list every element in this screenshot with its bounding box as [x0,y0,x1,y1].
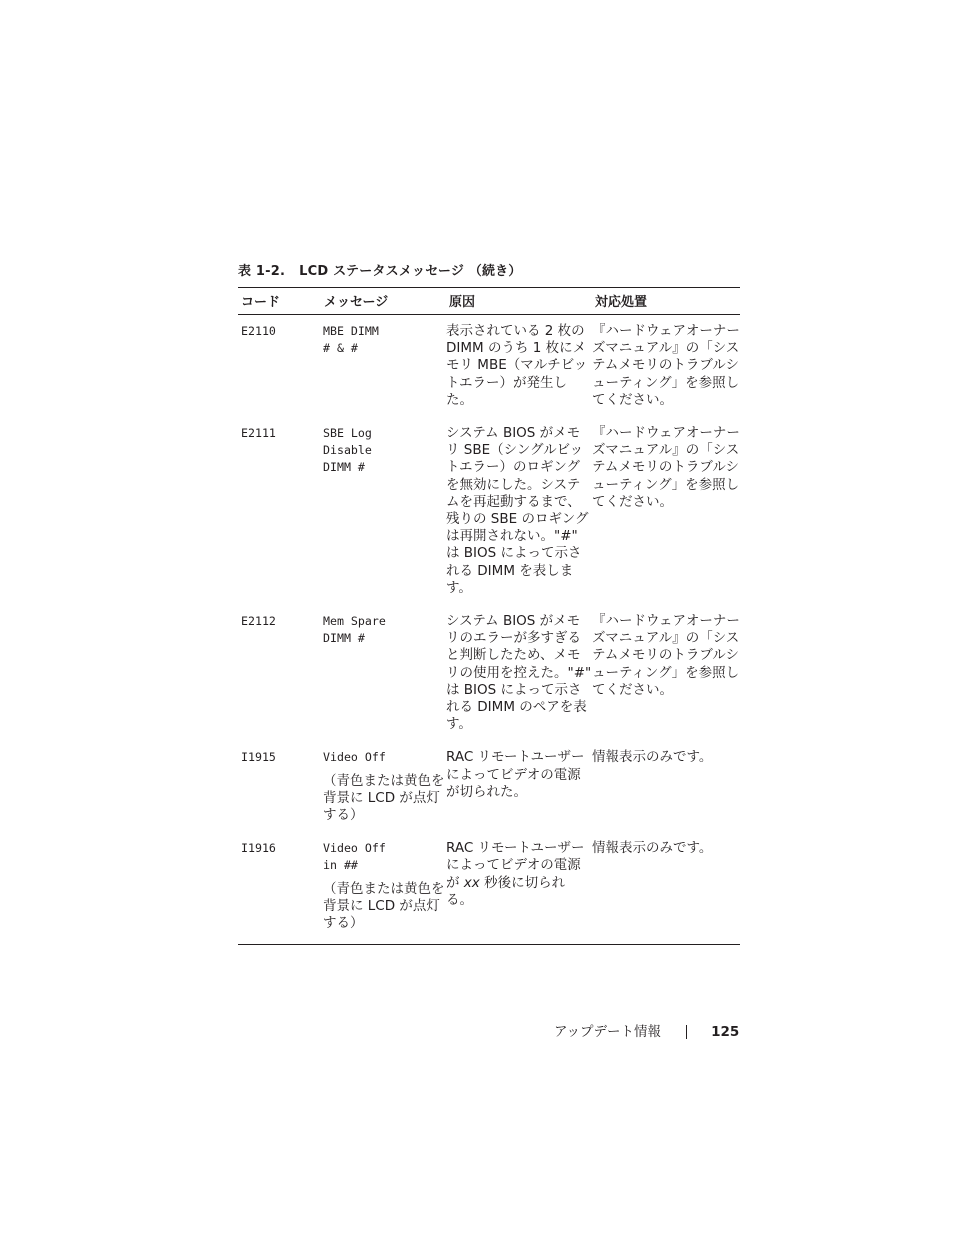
cause-cell: RAC リモートユーザーによってビデオの電源が切られた。 [446,749,585,800]
table-caption [238,260,522,279]
message-cell: MBE DIMM # & # [323,324,379,356]
code-cell: I1915 [241,750,276,765]
action-cell: 『ハードウェアオーナーズマニュアル』の「システムメモリのトラブルシューティング」を参照してください。 [592,613,740,698]
table-row [238,315,740,418]
code-cell: E2110 [241,324,276,338]
footer-divider [686,1025,687,1039]
message-cell: Video Off in ## [323,841,386,873]
section-title: アップデート情報 [554,1024,662,1040]
header-cause: 原因 [446,288,592,315]
header-action: 対応処置 [592,288,740,315]
code-cell: I1916 [241,841,276,856]
action-cell: 『ハードウェアオーナーズマニュアル』の「システムメモリのトラブルシューティング」を参照してください。 [592,425,740,510]
cause-text: 秒後に切られる。 [446,874,566,908]
action-cell: 情報表示のみです。 [592,840,713,857]
cause-cell: 表示されている 2 枚の DIMM のうち 1 枚にメモリ MBE（マルチビットエラー）が発生した。 [446,323,588,408]
message-cell: Mem Spare DIMM # [323,614,386,646]
message-cell: SBE Log Disable DIMM # [323,426,372,475]
table-row [238,741,740,832]
code-cell: E2111 [241,426,276,441]
table-row [238,605,740,741]
cause-text: RAC リモートユーザーによってビデオの電源が [446,840,585,891]
action-cell: 情報表示のみです。 [592,749,713,766]
table-title: LCD ステータスメッセージ （続き） [299,264,522,279]
header-code: コード [238,288,321,315]
message-note: （青色または黄色を背景に LCD が点灯する） [323,772,445,824]
table-row [238,832,740,945]
cause-cell: システム BIOS がメモリのエラーが多すぎると判断したため、メモリの使用を控えた。"#" は BIOS によって示される DIMM のペアを表す。 [446,613,592,733]
page-footer [554,1020,739,1040]
action-cell: 『ハードウェアオーナーズマニュアル』の「システムメモリのトラブルシューティング」を参照してください。 [592,323,740,408]
message-cell: Video Off [323,750,386,765]
message-note: （青色または黄色を背景に LCD が点灯する） [323,880,445,932]
cause-cell [446,832,592,917]
page-number: 125 [711,1024,740,1040]
cause-cell: システム BIOS がメモリ SBE（シングルビットエラー）のロギングを無効にした。システムを再起動するまで、残りの SBE のロギングは再開されない。"#" は BIOS によって示される DIMM を表します。 [446,425,589,596]
table-header-row [238,288,740,315]
header-message: メッセージ [321,288,446,315]
table-row [238,417,740,605]
cause-variable: xx [463,874,480,891]
code-cell: E2112 [241,614,276,629]
table-number: 表 1-2. [238,264,286,279]
lcd-status-table [238,287,740,945]
